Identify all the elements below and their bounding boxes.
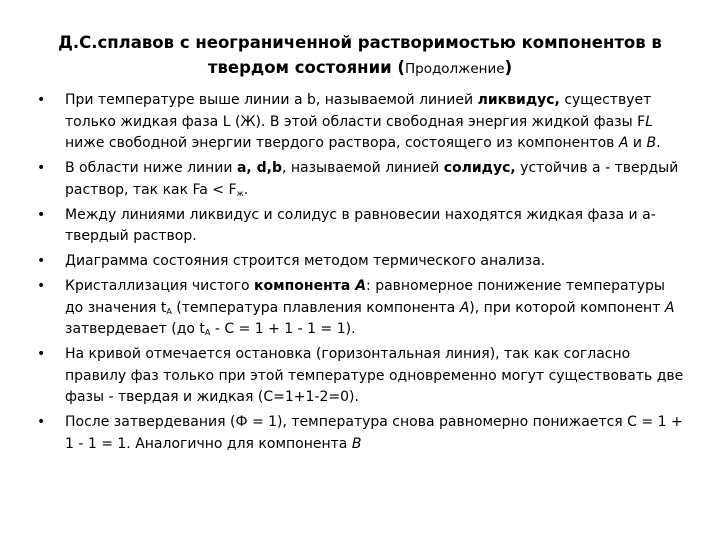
bullet-icon: • [37, 346, 46, 362]
text-run: , называемой линией [281, 160, 444, 176]
bullet-item-equilibrium [35, 205, 685, 248]
bullet-item-crystallization [35, 276, 685, 341]
text-run: После затвердевания (Ф = 1), температура снова равномерно понижается С = 1 + 1 - 1 = 1. Аналогично для компонента [65, 414, 683, 452]
subscript: A [204, 328, 211, 337]
text-run: - С = 1 + 1 - 1 = 1). [210, 321, 356, 337]
component-b: В [646, 135, 657, 151]
component-a: А [618, 135, 629, 151]
text-run: ), при которой компонент [469, 299, 665, 316]
text-run: Кристаллизация чистого [65, 278, 255, 294]
component-a: А [459, 299, 470, 316]
subscript: ж [236, 188, 244, 198]
text-run: и [628, 135, 647, 151]
text-run: : равномерное понижение температуры до значения t [65, 278, 665, 316]
text-run: В области ниже линии [65, 160, 237, 176]
text-run: затвердевает (до t [65, 321, 205, 337]
title-continuation: Продолжение [404, 61, 505, 77]
bullet-item-liquidus [35, 90, 685, 155]
bold-run: компонента [254, 278, 356, 294]
bullet-item-phase-rule [35, 344, 685, 409]
component-b: В [351, 435, 362, 452]
bullet-icon: • [37, 414, 46, 430]
text-run: ниже свободной энергии твердого раствора, состоящего из компонентов [65, 135, 619, 151]
text-run: Диаграмма состояния строится методом термического анализа. [65, 253, 546, 269]
text-run: При температуре выше линии a b, называемой линией [65, 92, 478, 108]
bold-run: a, d,b [236, 160, 282, 176]
text-run: (температура плавления компонента [171, 299, 460, 316]
component-a: А [664, 299, 675, 316]
term-liquidus: ликвидус, [477, 92, 560, 108]
bullet-item-after-solidification [35, 412, 685, 455]
bullet-icon: • [37, 253, 46, 269]
subscript: A [166, 306, 172, 316]
bullet-icon: • [37, 206, 46, 223]
bullet-icon: • [37, 92, 46, 108]
bullet-icon: • [37, 160, 46, 176]
text-run: устойчив a - твердый раствор, так как Fa < F [65, 160, 679, 198]
text-run: . [243, 181, 249, 198]
bullet-list [35, 90, 685, 459]
text-run: Между линиями ликвидус и солидус в равновесии находятся жидкая фаза и a-твердый раствор. [65, 206, 656, 244]
slide-title [40, 30, 680, 82]
italic-run: L [645, 113, 653, 130]
component-a: А [355, 278, 367, 294]
title-close: ) [504, 58, 513, 77]
title-main: Д.С.сплавов с неограниченной растворимостью компонентов в твердом состоянии ( [58, 33, 662, 77]
text-run: . [656, 135, 661, 151]
text-run: На кривой отмечается остановка (горизонтальная линия), так как согласно правилу фаз только при этой температуре одновременно могут существовать две фазы - твердая и жидкая (С=1+1-2=0). [65, 346, 684, 405]
bullet-icon: • [37, 278, 46, 294]
term-solidus: солидус, [443, 160, 516, 176]
text-run: существует только жидкая фаза L (Ж). В этой области свободная энергия жидкой фазы F [65, 92, 652, 130]
bullet-item-solidus [35, 158, 685, 201]
bullet-item-thermal-analysis [35, 251, 685, 273]
